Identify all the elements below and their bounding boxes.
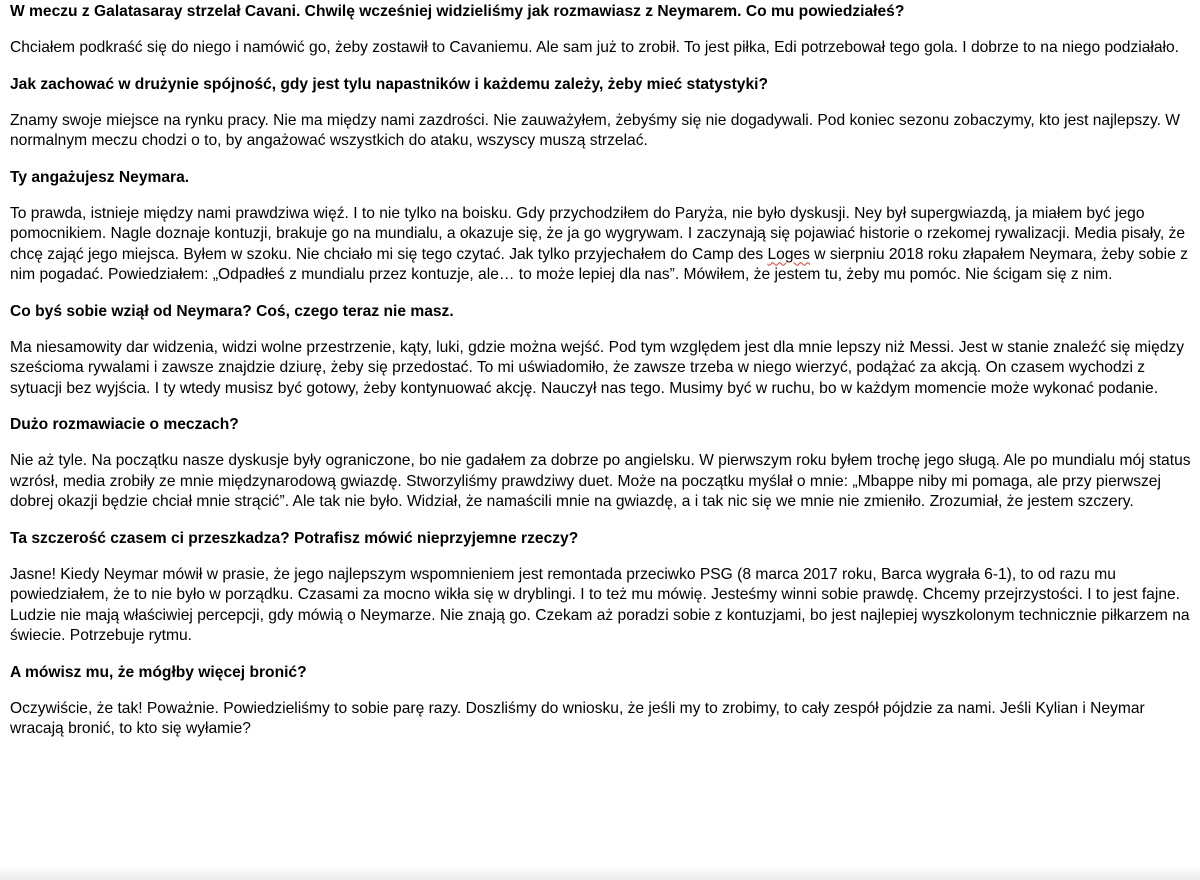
- answer-3: [10, 204, 1194, 286]
- answer-6: Jasne! Kiedy Neymar mówił w prasie, że jego najlepszym wspomnieniem jest remontada przeciwko PSG (8 marca 2017 roku, Barca wygrała 6-1), to od razu mu powiedziałem, że to nie było w porządku. Czasami za mocno wikła się w dryblingi. I to też mu mówię. Jesteśmy winni sobie prawdę. Chcemy przejrzystości. I to jest fajne. Ludzie nie mają właściwiej percepcji, gdy mówią o Neymarze. Nie znają go. Czekam aż poradzi sobie z kontuzjami, bo jest najlepiej wyszkolonym technicznie piłkarzem na świecie. Potrzebuje rytmu.: [10, 565, 1190, 644]
- window-bottom-edge: [0, 866, 1200, 880]
- question-6: Ta szczerość czasem ci przeszkadza? Potrafisz mówić nieprzyjemne rzeczy?: [10, 529, 579, 547]
- answer-3-part-1: To prawda, istnieje między nami prawdziwa więź. I to nie tylko na boisku. Gdy przychodziłem do Paryża, nie było dyskusji. Ney był supergwiazdą, ja miałem być jego pomocnikiem. Nagle doznaje kontuzji, brakuje go na mundialu, a okazuje się, że ja go wygrywam. I zaczynają się pojawiać historie o rzekomej rywalizacji. Media pisały, że chcę zająć jego miejsca. Byłem w szoku. Nie chciało mi się tego czytać. Jak tylko przyjechałem do Camp des: [10, 204, 1185, 263]
- answer-2: Znamy swoje miejsce na rynku pracy. Nie ma między nami zazdrości. Nie zauważyłem, żebyśmy się nie dogadywali. Pod koniec sezonu zobaczymy, kto jest najlepszy. W normalnym meczu chodzi o to, by angażować wszystkich do ataku, wszyscy muszą strzelać.: [10, 111, 1180, 149]
- question-1: W meczu z Galatasaray strzelał Cavani. Chwilę wcześniej widzieliśmy jak rozmawiasz z Neymarem. Co mu powiedziałeś?: [10, 3, 905, 20]
- spellcheck-flagged-word[interactable]: Loges: [767, 245, 810, 263]
- answer-7: Oczywiście, że tak! Poważnie. Powiedzieliśmy to sobie parę razy. Doszliśmy do wniosku, że jeśli my to zrobimy, to cały zespół pójdzie za nami. Jeśli Kylian i Neymar wracają bronić, to kto się wyłamie?: [10, 699, 1145, 737]
- answer-4: Ma niesamowity dar widzenia, widzi wolne przestrzenie, kąty, luki, gdzie można wejść. Pod tym względem jest dla mnie lepszy niż Messi. Jest w stanie znaleźć się między sześcioma rywalami i zawsze znajdzie dziurę, żeby się przedostać. To mi uświadomiło, że zawsze trzeba w niego wierzyć, podążać za akcją. On czasem wychodzi z sytuacji bez wyjścia. I ty wtedy musisz być gotowy, żeby kontynuować akcję. Nauczył nas tego. Musimy być w ruchu, bo w każdym momencie może wykonać podanie.: [10, 338, 1185, 397]
- question-7: A mówisz mu, że mógłby więcej bronić?: [10, 663, 307, 681]
- question-5: Dużo rozmawiacie o meczach?: [10, 416, 239, 433]
- question-4: Co byś sobie wziął od Neymara? Coś, czego teraz nie masz.: [10, 302, 454, 320]
- answer-3-part-2: w sierpniu 2018 roku złapałem Neymara, żeby sobie z nim pogadać. Powiedziałem: „Odpadłeś z mundialu przez kontuzje, ale… to może lepiej dla nas”. Mówiłem, że jestem tu, żeby mu pomóc. Nie ścigam się z nim.: [10, 245, 1188, 283]
- answer-5: Nie aż tyle. Na początku nasze dyskusje były ograniczone, bo nie gadałem za dobrze po angielsku. W pierwszym roku byłem trochę jego sługą. Ale po mundialu mój status wzrósł, media zrobiły ze mnie międzynarodową gwiazdę. Stworzyliśmy prawdziwy duet. Może na początku myślał o mnie: „Mbappe niby mi pomaga, ale przy pierwszej dobrej okazji będzie chciał mnie strącić”. Ale tak nie było. Widział, że namaścili mnie na gwiazdę, a i tak nic się we mnie nie zmieniło. Zrozumiał, że jestem szczery.: [10, 452, 1191, 510]
- answer-1: Chciałem podkraść się do niego i namówić go, żeby zostawił to Cavaniemu. Ale sam już to zrobił. To jest piłka, Edi potrzebował tego gola. I dobrze to na niego podziałało.: [10, 39, 1180, 56]
- question-3: Ty angażujesz Neymara.: [10, 168, 190, 186]
- question-2: Jak zachować w drużynie spójność, gdy jest tylu napastników i każdemu zależy, żeby mieć statystyki?: [10, 75, 768, 93]
